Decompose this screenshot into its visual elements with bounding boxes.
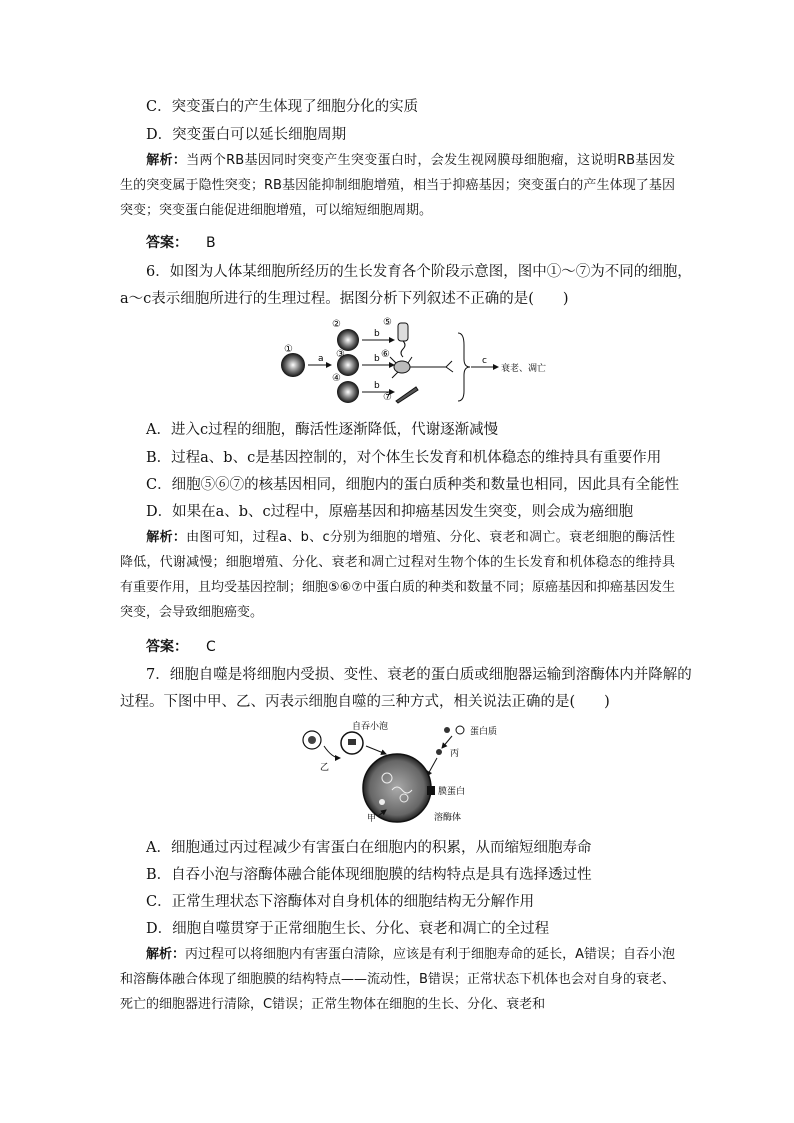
bracket (458, 333, 470, 401)
prev-option-c: C．突变蛋白的产生体现了细胞分化的实质 (146, 99, 419, 115)
label-memprot: 膜蛋白 (438, 787, 466, 797)
explanation-tag: 解析： (146, 947, 186, 962)
prev-answer (146, 232, 216, 252)
label-a: a (318, 354, 324, 364)
explanation-tag: 解析： (146, 153, 187, 168)
q7-autophagy-figure (292, 718, 522, 826)
q7-stem-line2: 过程。下图中甲、乙、丙表示细胞自噬的三种方式，相关说法正确的是( ) (120, 694, 610, 710)
explanation-text: 由图可知，过程a、b、c分别为细胞的增殖、分化、衰老和凋亡。衰老细胞的酶活性降低，代谢减慢；细胞增殖、分化、衰老和凋亡过程对生物个体的生长发育和机体稳态的维持具有重要作用，且均受基因控制；细胞⑤⑥⑦中蛋白质的种类和数量不同；原癌基因和抑癌基因发生突变，会导致细胞癌变。 (120, 530, 675, 620)
protein-dot-1 (444, 727, 450, 733)
q6-option-b[interactable]: B．过程a、b、c是基因控制的，对个体生长发育和机体稳态的维持具有重要作用 (146, 450, 662, 466)
protein-dot-2 (456, 726, 464, 734)
q6-explanation (120, 525, 675, 625)
label-lysosome: 溶酶体 (434, 813, 462, 823)
label-cell-6: ⑥ (381, 349, 390, 360)
arrow-vesicle (366, 746, 386, 754)
label-cell-7: ⑦ (383, 392, 392, 403)
answer-value: C (206, 639, 216, 655)
prev-option-d: D．突变蛋白可以延长细胞周期 (146, 127, 347, 143)
lysosome-dot (379, 799, 385, 805)
label-end: 衰老、凋亡 (501, 364, 546, 374)
q6-option-a[interactable]: A．进入c过程的细胞，酶活性逐渐降低，代谢逐渐减慢 (146, 422, 499, 438)
label-cell-1: ① (284, 344, 293, 355)
label-vesicle: 自吞小泡 (352, 722, 389, 732)
label-cell-4: ④ (332, 373, 341, 384)
label-b-bot: b (374, 381, 380, 391)
label-b-top: b (374, 329, 380, 339)
membrane-protein (427, 786, 435, 795)
cell-7-shape (396, 387, 418, 403)
cell-6-body (394, 361, 410, 373)
q7-option-b[interactable]: B．自吞小泡与溶酶体融合能体现细胞膜的结构特点是具有选择透过性 (146, 867, 592, 883)
q7-explanation (120, 942, 675, 1017)
label-jia: 甲 (367, 814, 377, 824)
cell-5-tail (401, 341, 405, 357)
q6-option-c[interactable]: C．细胞⑤⑥⑦的核基因相同，细胞内的蛋白质种类和数量也相同，因此具有全能性 (146, 477, 680, 493)
q7-option-d[interactable]: D．细胞自噬贯穿于正常细胞生长、分化、衰老和凋亡的全过程 (146, 921, 550, 937)
label-c: c (482, 356, 487, 366)
cell-1-shape (281, 353, 305, 377)
answer-tag: 答案： (146, 639, 188, 655)
answer-tag: 答案： (146, 235, 188, 251)
explanation-tag: 解析： (146, 530, 187, 545)
vesicle-yi-inner (308, 736, 316, 744)
label-protein: 蛋白质 (470, 727, 498, 737)
explanation-text: 丙过程可以将细胞内有害蛋白清除，应该是有利于细胞寿命的延长，A错误；自吞小泡和溶酶体融合体现了细胞膜的结构特点——流动性，B错误；正常状态下机体也会对自身的衰老、死亡的细胞器进行清除，C错误；正常生物体在细胞的生长、分化、衰老和 (120, 947, 675, 1012)
label-yi: 乙 (320, 763, 330, 773)
arrow-protein (442, 736, 452, 748)
label-b-mid: b (374, 354, 380, 364)
protein-dot-3 (436, 749, 442, 755)
q6-answer (146, 636, 216, 656)
arrow-bing (427, 758, 437, 776)
label-cell-2: ② (332, 319, 341, 330)
autophagosome-content (348, 739, 356, 745)
q6-stem-line2: a～c表示细胞所进行的生理过程。据图分析下列叙述不正确的是( ) (120, 291, 569, 307)
answer-value: B (206, 235, 216, 251)
label-cell-5: ⑤ (383, 317, 392, 328)
q6-cell-development-figure (276, 315, 546, 410)
q6-option-d[interactable]: D．如果在a、b、c过程中，原癌基因和抑癌基因发生突变，则会成为癌细胞 (146, 504, 634, 520)
cell-4-shape (337, 381, 359, 403)
cell-5-shape (398, 323, 408, 341)
q7-option-c[interactable]: C．正常生理状态下溶酶体对自身机体的细胞结构无分解作用 (146, 894, 535, 910)
q7-option-a[interactable]: A．细胞通过丙过程减少有害蛋白在细胞内的积累，从而缩短细胞寿命 (146, 840, 592, 856)
cell-2-shape (337, 329, 359, 351)
prev-explanation (120, 148, 675, 223)
q6-stem-line1: 6．如图为人体某细胞所经历的生长发育各个阶段示意图，图中①～⑦为不同的细胞， (146, 264, 692, 280)
arrow-yi (324, 746, 340, 758)
q7-stem-line1: 7．细胞自噬是将细胞内受损、变性、衰老的蛋白质或细胞器运输到溶酶体内并降解的 (146, 667, 692, 683)
explanation-text: 当两个RB基因同时突变产生突变蛋白时，会发生视网膜母细胞瘤，这说明RB基因发生的突变属于隐性突变；RB基因能抑制细胞增殖，相当于抑癌基因；突变蛋白的产生体现了基因突变；突变蛋白能促进细胞增殖，可以缩短细胞周期。 (120, 153, 675, 218)
label-bing: 丙 (450, 749, 460, 759)
label-cell-3: ③ (336, 349, 345, 360)
lysosome (363, 754, 431, 822)
